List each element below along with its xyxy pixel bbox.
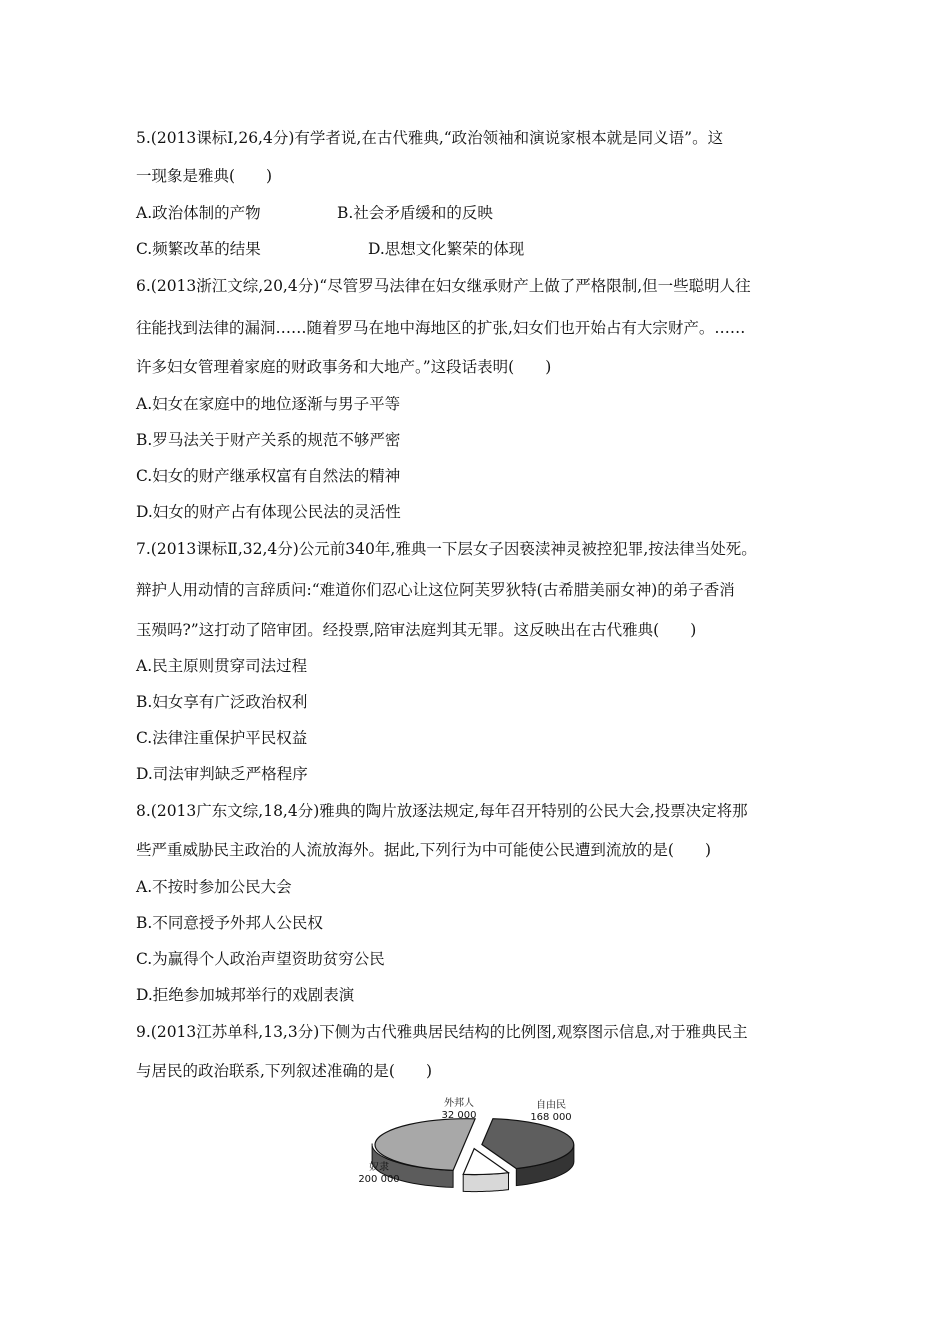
q7-option-b: B.妇女享有广泛政治权利 xyxy=(136,693,308,711)
q6-option-a: A.妇女在家庭中的地位逐渐与男子平等 xyxy=(136,395,401,413)
q6-line-3: 许多妇女管理着家庭的财政事务和大地产。”这段话表明( ) xyxy=(136,358,552,376)
q5-option-d: D.思想文化繁荣的体现 xyxy=(368,240,525,258)
q5-line-2: 一现象是雅典( ) xyxy=(136,167,273,185)
q9-line-1: 9.(2013江苏单科,13,3分)下侧为古代雅典居民结构的比例图,观察图示信息,对于雅典民主 xyxy=(136,1023,748,1041)
q8-option-d: D.拒绝参加城邦举行的戏剧表演 xyxy=(136,986,355,1004)
q6-option-c: C.妇女的财产继承权富有自然法的精神 xyxy=(136,467,401,485)
label-foreigners-value: 32 000 xyxy=(441,1110,477,1121)
q7-line-3: 玉殒吗?”这打动了陪审团。经投票,陪审法庭判其无罪。这反映出在古代雅典( ) xyxy=(136,621,697,639)
label-slaves-name: 奴隶 xyxy=(369,1162,389,1173)
q7-option-d: D.司法审判缺乏严格程序 xyxy=(136,765,308,783)
slice-foreigners-side xyxy=(463,1173,508,1192)
q7-option-c: C.法律注重保护平民权益 xyxy=(136,729,308,747)
label-free-name: 自由民 xyxy=(536,1100,566,1111)
population-pie-chart xyxy=(355,1090,595,1200)
q8-option-a: A.不按时参加公民大会 xyxy=(136,878,292,896)
label-foreigners-name: 外邦人 xyxy=(444,1098,474,1109)
q8-line-2: 些严重威胁民主政治的人流放海外。据此,下列行为中可能使公民遭到流放的是( ) xyxy=(136,841,712,859)
q9-line-2: 与居民的政治联系,下列叙述准确的是( ) xyxy=(136,1062,433,1080)
q7-line-1: 7.(2013课标Ⅱ,32,4分)公元前340年,雅典一下层女子因亵渎神灵被控犯罪,按法律当处死。 xyxy=(136,540,757,558)
q8-line-1: 8.(2013广东文综,18,4分)雅典的陶片放逐法规定,每年召开特别的公民大会,投票决定将那 xyxy=(136,802,748,820)
q6-option-d: D.妇女的财产占有体现公民法的灵活性 xyxy=(136,503,401,521)
q7-line-2: 辩护人用动情的言辞质问:“难道你们忍心让这位阿芙罗狄特(古希腊美丽女神)的弟子香消 xyxy=(136,581,735,599)
q5-option-b: B.社会矛盾缓和的反映 xyxy=(337,204,493,222)
q6-line-1: 6.(2013浙江文综,20,4分)“尽管罗马法律在妇女继承财产上做了严格限制,但一些聪明人往 xyxy=(136,277,751,295)
q7-option-a: A.民主原则贯穿司法过程 xyxy=(136,657,308,675)
q5-line-1: 5.(2013课标Ⅰ,26,4分)有学者说,在古代雅典,“政治领袖和演说家根本就是同义语”。这 xyxy=(136,129,724,147)
q8-option-c: C.为赢得个人政治声望资助贫穷公民 xyxy=(136,950,385,968)
q5-option-c: C.频繁改革的结果 xyxy=(136,240,261,258)
label-slaves-value: 200 000 xyxy=(358,1174,400,1185)
q5-option-a: A.政治体制的产物 xyxy=(136,204,261,222)
q8-option-b: B.不同意授予外邦人公民权 xyxy=(136,914,323,932)
q6-option-b: B.罗马法关于财产关系的规范不够严密 xyxy=(136,431,401,449)
label-free-value: 168 000 xyxy=(530,1112,572,1123)
pie-slices xyxy=(372,1119,574,1192)
q6-line-2: 往能找到法律的漏洞……随着罗马在地中海地区的扩张,妇女们也开始占有大宗财产。…… xyxy=(136,319,746,337)
